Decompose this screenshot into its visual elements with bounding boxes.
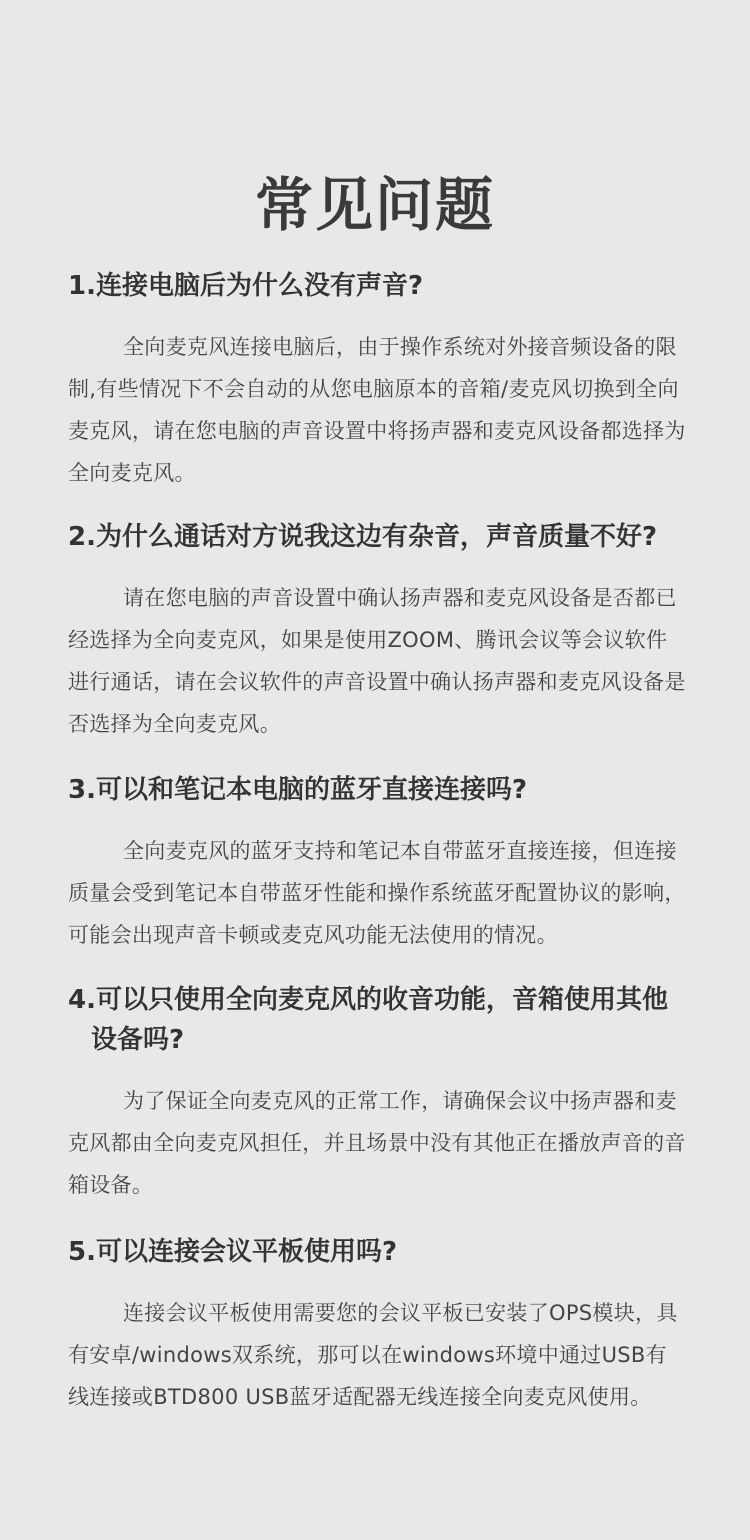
faq-question-number: 4.	[68, 985, 96, 1015]
faq-item	[68, 266, 688, 494]
faq-question-number: 2.	[68, 522, 96, 552]
faq-question	[68, 980, 688, 1060]
faq-question-number: 1.	[68, 271, 96, 301]
faq-item	[68, 770, 688, 956]
faq-question-number: 5.	[68, 1237, 96, 1267]
faq-question-text: 可以和笔记本电脑的蓝牙直接连接吗?	[95, 775, 528, 805]
faq-question	[68, 517, 688, 557]
faq-question-text: 可以只使用全向麦克风的收音功能，音箱使用其他设备吗?	[91, 985, 668, 1055]
faq-answer: 为了保证全向麦克风的正常工作，请确保会议中扬声器和麦克风都由全向麦克风担任，并且场景中没有其他正在播放声音的音箱设备。	[68, 1089, 686, 1197]
faq-answer: 全向麦克风的蓝牙支持和笔记本自带蓝牙直接连接，但连接质量会受到笔记本自带蓝牙性能和操作系统蓝牙配置协议的影响，可能会出现声音卡顿或麦克风功能无法使用的情况。	[68, 839, 686, 947]
faq-question	[68, 770, 688, 810]
page-title: 常见问题	[254, 170, 495, 239]
faq-answer: 请在您电脑的声音设置中确认扬声器和麦克风设备是否都已经选择为全向麦克风，如果是使用ZOOM、腾讯会议等会议软件进行通话，请在会议软件的声音设置中确认扬声器和麦克风设备是否选择为全向麦克风。	[68, 586, 686, 736]
faq-question	[68, 266, 688, 306]
faq-question-text: 连接电脑后为什么没有声音?	[95, 271, 424, 301]
faq-item	[68, 517, 688, 745]
faq-question-text: 可以连接会议平板使用吗?	[95, 1237, 398, 1267]
faq-question-text: 为什么通话对方说我这边有杂音，声音质量不好?	[95, 522, 658, 552]
faq-item	[68, 1232, 688, 1418]
faq-item	[68, 980, 688, 1206]
faq-answer: 连接会议平板使用需要您的会议平板已安装了OPS模块，具有安卓/windows双系统，那可以在windows环境中通过USB有线连接或BTD800 USB蓝牙适配器无线连接全向麦克风使用。	[68, 1301, 678, 1409]
faq-question-number: 3.	[68, 775, 96, 805]
faq-question	[68, 1232, 688, 1272]
faq-answer: 全向麦克风连接电脑后，由于操作系统对外接音频设备的限制,有些情况下不会自动的从您电脑原本的音箱/麦克风切换到全向麦克风，请在您电脑的声音设置中将扬声器和麦克风设备都选择为全向麦克风。	[68, 335, 686, 485]
